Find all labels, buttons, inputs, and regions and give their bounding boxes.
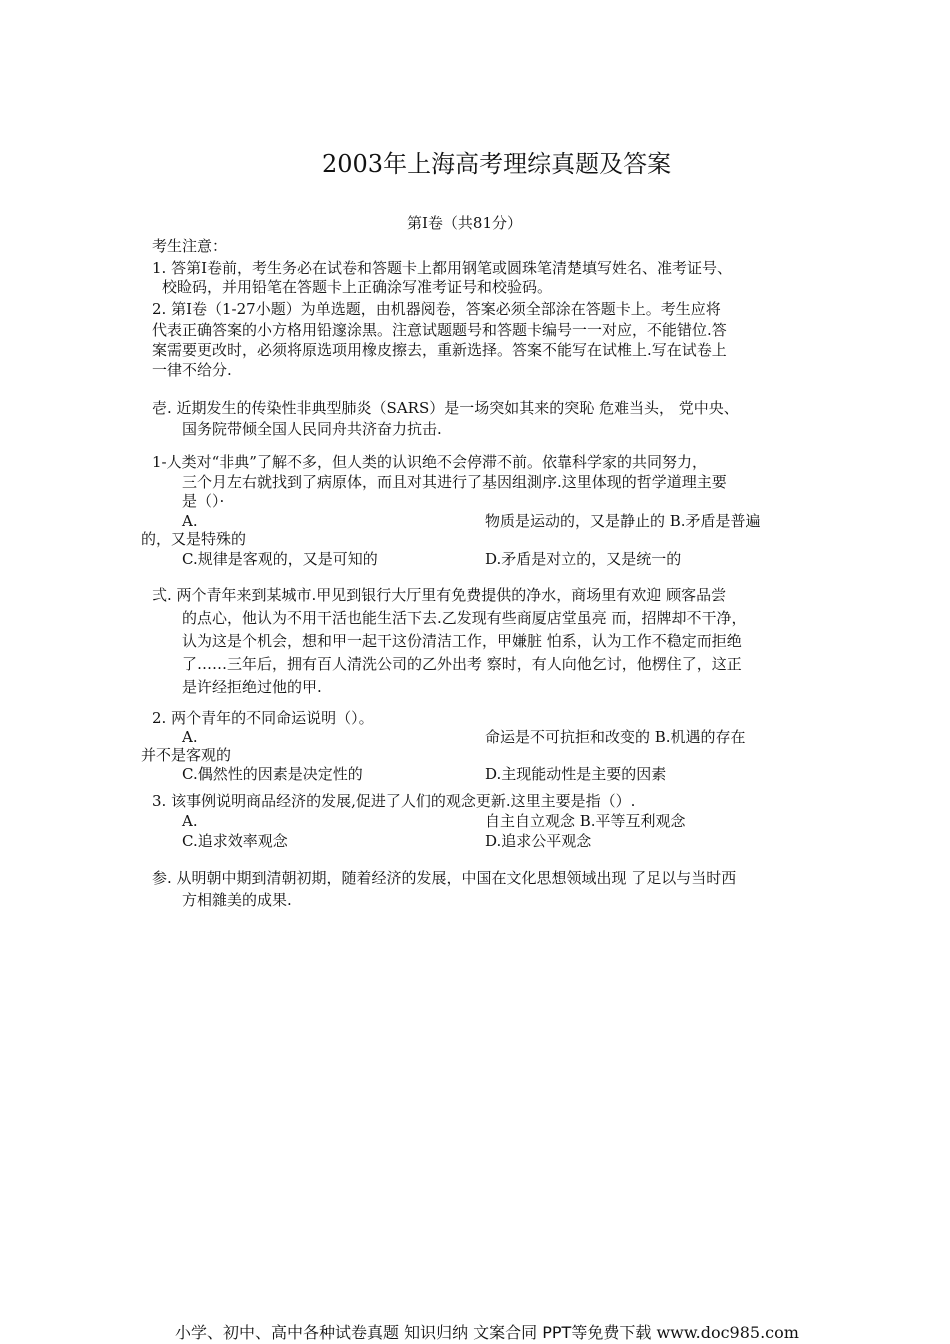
option-d: D.主现能动性是主要的因素 [485,765,667,783]
option-a-b-text: 物质是运动的，又是静止的 B.矛盾是普遍 [485,512,761,530]
question-line: 是（）· [182,492,225,510]
footer [175,1323,799,1343]
passage-line: 方相雜美的成果. [182,891,292,909]
notice-item-2-line-2: 代表正确答案的小方格用铅邃涂黒。注意试题题号和答题卡编号一一对应，不能错位.答 [152,321,727,339]
option-b-continuation: 的，又是特殊的 [141,530,247,548]
footer-site-link[interactable]: www.doc985.com [656,1323,799,1342]
question-line: 2. 两个青年的不同命运说明（）。 [152,709,374,727]
passage-line: 是许经拒绝过他的甲. [182,678,322,696]
option-a-label: A. [182,812,198,830]
notice-heading: 考生注意： [152,237,228,255]
option-a-b-text: 自主自立观念 B.平等互利观念 [485,812,686,830]
notice-item-2-line-1: 2. 第Ⅰ卷（1-27小题）为单选题，由机器阅卷，答案必须全部涂在答题卡上。考生应将 [152,300,721,318]
passage-line: 国务院带倾全国人民同舟共济奋力抗击. [182,420,442,438]
option-a-label: A. [182,728,198,746]
passage-line: 的点心，他认为不用干活也能生活下去.乙发现有些商厦店堂虽亮 而，招牌却不干净， [182,609,747,627]
notice-item-1-line-2: 校睑码，并用铅笔在答题卡上正确涂写准考证号和校验码。 [162,278,553,296]
passage-line: 壱. 近期发生的传染性非典型肺炎（SARS）是一场突如其来的突恥 危难当头， 党中央、 [152,399,739,417]
question-line: 3. 该事例说明商品经济的发展,促进了人们的观念更新.这里主要是指（）. [152,792,636,810]
passage-line: 了……三年后，拥有百人清洗公司的乙外出考 察时，有人向他乞讨，他楞住了，这正 [182,655,742,673]
passage-line: 认为这是个机会，想和甲一起干这份清洁工作，甲嫌脏 怕系，认为工作不稳定而拒绝 [182,632,742,650]
passage-line: 弍. 两个青年来到某城市.甲见到银行大厅里有免费提供的净水，商场里有欢迎 顾客品尝 [152,586,727,604]
option-c: C.规律是客观的，又是可知的 [182,550,378,568]
question-line: 1-人类对“非典”了解不多，但人类的认识绝不会停滞不前。依靠科学家的共同努力， [152,453,707,471]
notice-item-1-line-1: 1. 答第Ⅰ卷前，考生务必在试卷和答题卡上都用钢笔或圆珠笔清楚填写姓名、准考证号、 [152,259,733,277]
passage-line: 参. 从明朝中期到清朝初期，随着经济的发展，中国在文化思想领域出现 了足以与当时西 [152,869,737,887]
section-title: 第Ⅰ卷（共81分） [407,214,523,232]
question-line: 三个月左右就找到了病原体，而且对其进行了基因组測序.这里体现的哲学道理主要 [182,473,727,491]
option-d: D.矛盾是对立的，又是统一的 [485,550,682,568]
page-title: 2003年上海高考理综真题及答案 [322,150,672,178]
option-c: C.偶然性的因素是决定性的 [182,765,363,783]
footer-text: 小学、初中、高中各种试卷真题 知识归纳 文案合同 PPT等免费下载 [175,1323,652,1342]
option-a-label: A. [182,512,198,530]
option-b-continuation: 并不是客观的 [141,746,232,764]
notice-item-2-line-3: 案需要更改时，必须将原选项用橡皮擦去，重新选择。答案不能写在试椎上.写在试卷上 [152,341,727,359]
option-c: C.追求效率观念 [182,832,288,850]
option-d: D.追求公平观念 [485,832,592,850]
notice-item-2-line-4: 一律不给分. [152,361,232,379]
option-a-b-text: 命运是不可抗拒和改变的 B.机遇的存在 [485,728,746,746]
